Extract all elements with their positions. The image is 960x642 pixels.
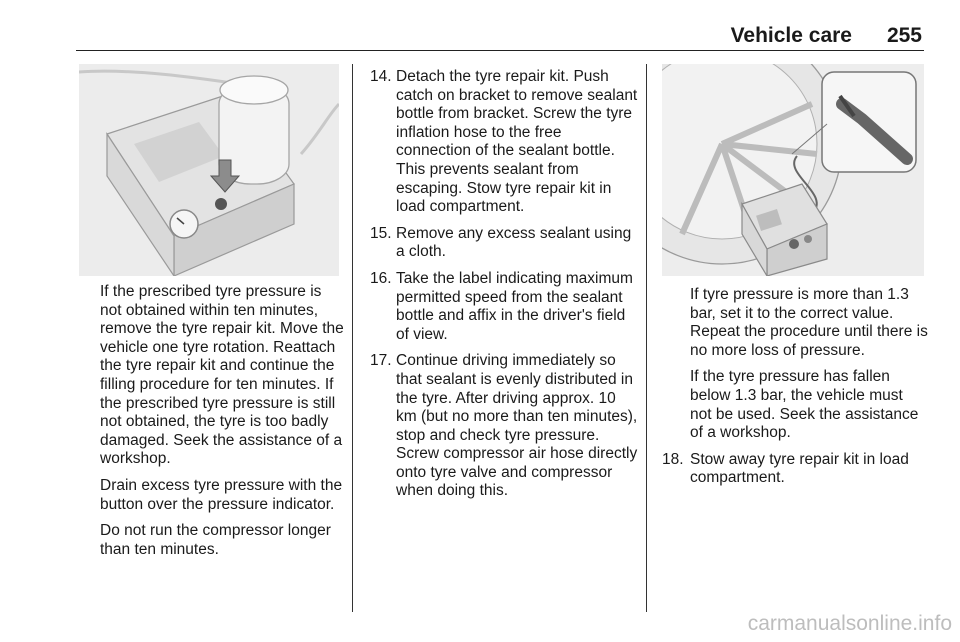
page-number: 255 xyxy=(886,24,922,47)
step-item xyxy=(662,451,928,488)
right-text-column xyxy=(662,286,928,496)
middle-text-column xyxy=(370,68,638,509)
column-divider xyxy=(646,64,647,612)
step-number: 14. xyxy=(370,68,392,85)
figure-sealant-compressor xyxy=(79,64,339,276)
step-number: 18. xyxy=(662,450,684,468)
illustration-compressor-bottle xyxy=(79,64,339,276)
step-text: Take the label indicating maximum permitted speed from the sealant bottle and affix in the driver's field of view. xyxy=(396,269,633,343)
watermark: carmanualsonline.info xyxy=(747,612,952,635)
step-text: Continue driving immediately so that sealant is evenly distributed in the tyre. After driving approx. 10 km (but no more than ten minutes), stop and check tyre pressure. Screw compressor air hose directly onto tyre valve and compressor when doing this. xyxy=(396,352,638,500)
page-header xyxy=(0,0,960,54)
step-item xyxy=(370,68,638,217)
paragraph: Drain excess tyre pressure with the button over the pressure indicator. xyxy=(100,476,343,513)
section-title: Vehicle care xyxy=(730,24,852,47)
paragraph: If tyre pressure is more than 1.3 bar, set it to the correct value. Repeat the procedure until there is no more loss of pressure. xyxy=(690,286,928,359)
step-text: Detach the tyre repair kit. Push catch on bracket to remove sealant bottle from bracket. Screw the tyre inflation hose to the free connection of the sealant bottle. This prevents sealant from escaping. Stow tyre repair kit in load compartment. xyxy=(396,68,638,216)
column-divider xyxy=(352,64,353,612)
illustration-wheel-valve xyxy=(662,64,924,276)
paragraph: If the tyre pressure has fallen below 1.3 bar, the vehicle must not be used. Seek the assistance of a workshop. xyxy=(690,368,919,442)
step-text: Remove any excess sealant using a cloth. xyxy=(396,224,632,261)
figure-wheel-compressor xyxy=(662,64,924,276)
step-text: Stow away tyre repair kit in load compartment. xyxy=(690,450,909,487)
step-item xyxy=(370,270,638,344)
header-rule xyxy=(76,50,924,51)
step-item xyxy=(370,225,638,262)
step-item xyxy=(370,352,638,501)
step-number: 17. xyxy=(370,352,392,370)
left-text-column xyxy=(100,283,345,567)
step-number: 16. xyxy=(370,269,392,287)
paragraph: If the prescribed tyre pressure is not obtained within ten minutes, remove the tyre repair kit. Move the vehicle one tyre rotation. Reattach the tyre repair kit and continue the filling procedure for ten minutes. If the prescribed tyre pressure is still not obtained, the tyre is too badly damaged. Seek the assistance of a workshop. xyxy=(100,283,344,468)
paragraph: Do not run the compressor longer than ten minutes. xyxy=(100,522,331,558)
step-number: 15. xyxy=(370,224,392,242)
